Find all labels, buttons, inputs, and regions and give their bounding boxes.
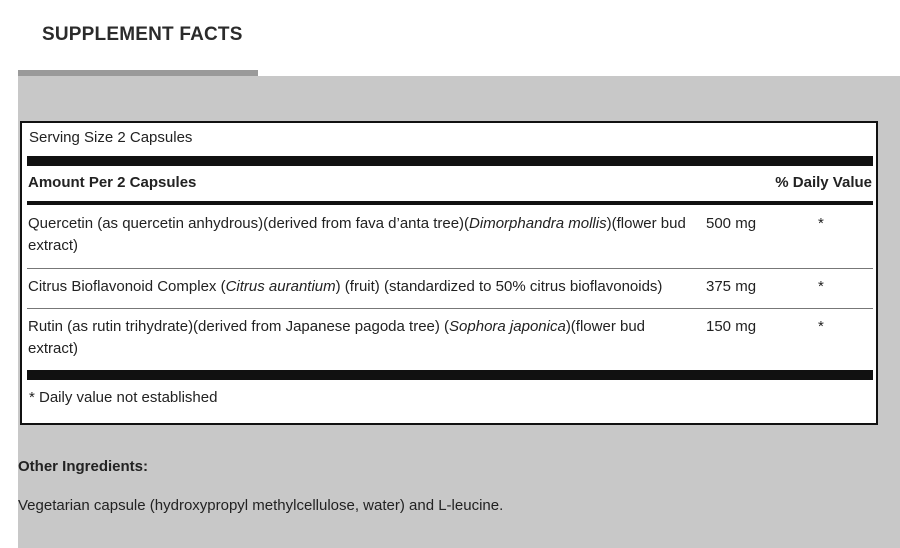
ingredient-daily-value: * — [818, 278, 824, 295]
thick-divider — [27, 156, 873, 166]
daily-value-header: % Daily Value — [775, 174, 872, 191]
ingredient-name: Citrus Bioflavonoid Complex (Citrus aurantium) (fruit) (standardized to 50% citrus bioflavonoids) — [28, 278, 663, 295]
header-divider — [27, 201, 873, 205]
tab-bar — [0, 0, 900, 76]
ingredient-amount: 500 mg — [706, 215, 757, 232]
supplement-facts-table — [20, 121, 878, 425]
footnote: * Daily value not established — [29, 389, 218, 406]
tab-supplement-facts[interactable] — [18, 0, 258, 76]
tab-label: SUPPLEMENT FACTS — [42, 24, 243, 45]
other-ingredients-title: Other Ingredients: — [18, 458, 149, 475]
tab-panel — [18, 76, 900, 548]
thick-divider — [27, 370, 873, 380]
ingredient-name: Rutin (as rutin trihydrate)(derived from Japanese pagoda tree) (Sophora japonica)(flower bud extract) — [28, 318, 646, 357]
ingredient-daily-value: * — [818, 318, 824, 335]
ingredient-name: Quercetin (as quercetin anhydrous)(derived from fava d’anta tree)(Dimorphandra mollis)(flower bud extract) — [28, 215, 686, 254]
ingredient-amount: 150 mg — [706, 318, 757, 335]
ingredient-amount: 375 mg — [706, 278, 757, 295]
ingredient-daily-value: * — [818, 215, 824, 232]
row-divider — [27, 268, 873, 269]
other-ingredients-text: Vegetarian capsule (hydroxypropyl methylcellulose, water) and L-leucine. — [18, 497, 504, 514]
amount-header: Amount Per 2 Capsules — [28, 174, 197, 191]
serving-size: Serving Size 2 Capsules — [29, 129, 193, 146]
row-divider — [27, 308, 873, 309]
